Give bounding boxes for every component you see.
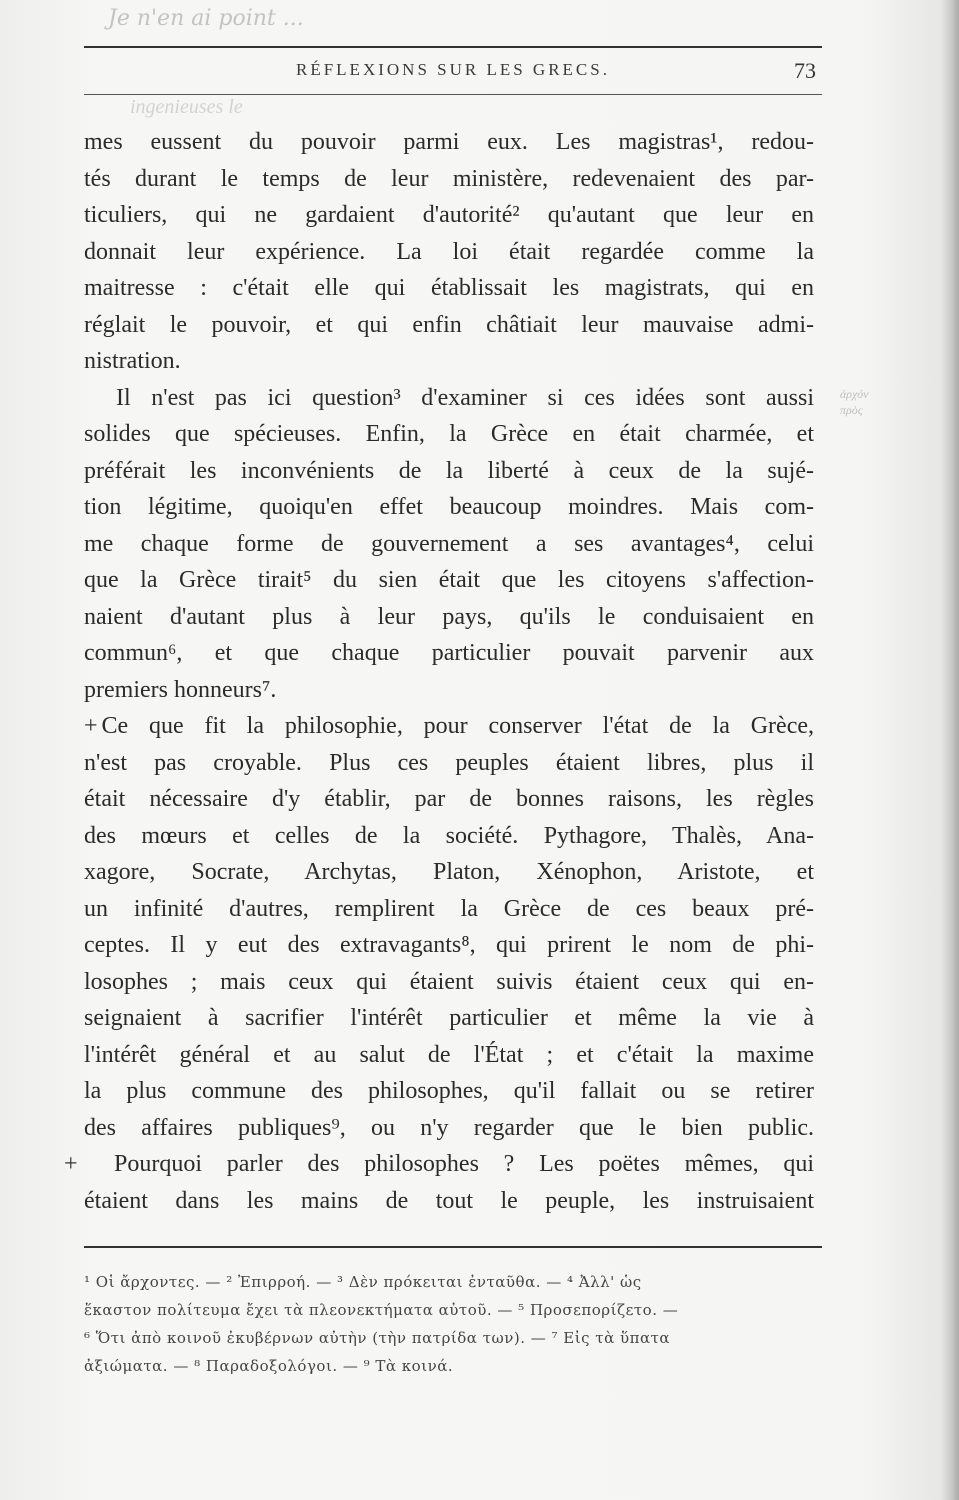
paragraph-start-line bbox=[84, 708, 814, 745]
text-line: seignaient à sacrifier l'intérêt particulier et même la vie à bbox=[84, 1005, 814, 1031]
text-line: était nécessaire d'y établir, par de bonnes raisons, les règles bbox=[84, 786, 814, 812]
text-line: un infinité d'autres, remplirent la Grèce de ces beaux pré- bbox=[84, 895, 814, 922]
running-head bbox=[84, 60, 822, 88]
footnote-line: ¹ Οἱ ἄρχοντες. — ² Ἐπιρροή. — ³ Δὲν πρόκειται ἐνταῦθα. — ⁴ Ἀλλ' ὡς bbox=[84, 1273, 642, 1291]
text-line: ceptes. Il y eut des extravagants⁸, qui prirent le nom de phi- bbox=[84, 932, 814, 958]
text-line: tion légitime, quoiqu'en effet beaucoup moindres. Mais com- bbox=[84, 494, 814, 520]
handwritten-cross-mark: + bbox=[84, 713, 98, 739]
text-line: maitresse : c'était elle qui établissait les magistrats, qui en bbox=[84, 275, 814, 301]
paragraph-start-line bbox=[64, 1146, 814, 1183]
footnote-line: ἀξιώματα. — ⁸ Παραδοξολόγοι. — ⁹ Τὰ κοινά. bbox=[84, 1357, 454, 1375]
margin-handwritten-note: ἀρχόν πρὸς bbox=[840, 387, 869, 417]
text-line: mes eussent du pouvoir parmi eux. Les magistras¹, redou- bbox=[84, 129, 814, 155]
header-top-rule bbox=[84, 46, 822, 48]
text-line: nistration. bbox=[84, 348, 181, 374]
text-line: réglait le pouvoir, et qui enfin châtiait leur mauvaise admi- bbox=[84, 311, 814, 338]
paragraph-start-line: Il n'est pas ici question³ d'examiner si ces idées sont aussi bbox=[116, 384, 814, 411]
text-line: n'est pas croyable. Plus ces peuples étaient libres, plus il bbox=[84, 749, 814, 776]
footnote-line: ἕκαστον πολίτευμα ἔχει τὰ πλεονεκτήματα αὐτοῦ. — ⁵ Προσεπορίζετο. — bbox=[84, 1301, 679, 1319]
footnotes bbox=[84, 1268, 820, 1380]
text-line: naient d'autant plus à leur pays, qu'ils le conduisaient en bbox=[84, 603, 814, 630]
text-line: préférait les inconvénients de la liberté à ceux de la sujé- bbox=[84, 457, 814, 484]
text-line-content: Ce que fit la philosophie, pour conserver l'état de la Grèce, bbox=[101, 713, 814, 739]
page-number: 73 bbox=[794, 58, 816, 83]
text-line: la plus commune des philosophes, qu'il fallait ou se retirer bbox=[84, 1078, 814, 1104]
text-line: donnait leur expérience. La loi était regardée comme la bbox=[84, 238, 814, 265]
body-text bbox=[64, 124, 814, 1219]
text-line: des affaires publiques⁹, ou n'y regarder que le bien public. bbox=[84, 1114, 814, 1141]
text-line: me chaque forme de gouvernement a ses avantages⁴, celui bbox=[84, 530, 814, 557]
text-line: commun⁶, et que chaque particulier pouvait parvenir aux bbox=[84, 640, 814, 666]
running-title: RÉFLEXIONS SUR LES GRECS. bbox=[296, 60, 610, 79]
text-line-content: Pourquoi parler des philosophes ? Les poëtes mêmes, qui bbox=[114, 1151, 814, 1177]
text-line: losophes ; mais ceux qui étaient suivis étaient ceux qui en- bbox=[84, 968, 814, 995]
text-line: ticuliers, qui ne gardaient d'autorité² qu'autant que leur en bbox=[84, 202, 814, 228]
text-line: premiers honneurs⁷. bbox=[84, 676, 277, 703]
text-line: que la Grèce tirait⁵ du sien était que les citoyens s'affection- bbox=[84, 567, 814, 593]
interlinear-handwritten-note: ingenieuses le bbox=[130, 96, 243, 118]
page-edge-shadow bbox=[941, 0, 959, 1500]
text-line: tés durant le temps de leur ministère, redevenaient des par- bbox=[84, 165, 814, 192]
header-bottom-rule bbox=[84, 94, 822, 95]
text-line: solides que spécieuses. Enfin, la Grèce en était charmée, et bbox=[84, 421, 814, 447]
text-line: étaient dans les mains de tout le peuple, les instruisaient bbox=[84, 1187, 814, 1214]
top-handwritten-scribble: Je n'en ai point ... bbox=[108, 6, 304, 31]
text-line: xagore, Socrate, Archytas, Platon, Xénophon, Aristote, et bbox=[84, 859, 814, 885]
text-line: l'intérêt général et au salut de l'État ; et c'était la maxime bbox=[84, 1041, 814, 1068]
footnote-rule bbox=[84, 1246, 822, 1248]
text-line: des mœurs et celles de la société. Pythagore, Thalès, Ana- bbox=[84, 822, 814, 849]
footnote-line: ⁶ Ὅτι ἀπὸ κοινοῦ ἐκυβέρνων αὐτὴν (τὴν πατρίδα των). — ⁷ Εἰς τὰ ὕπατα bbox=[84, 1329, 671, 1347]
handwritten-cross-mark: + bbox=[64, 1151, 78, 1177]
